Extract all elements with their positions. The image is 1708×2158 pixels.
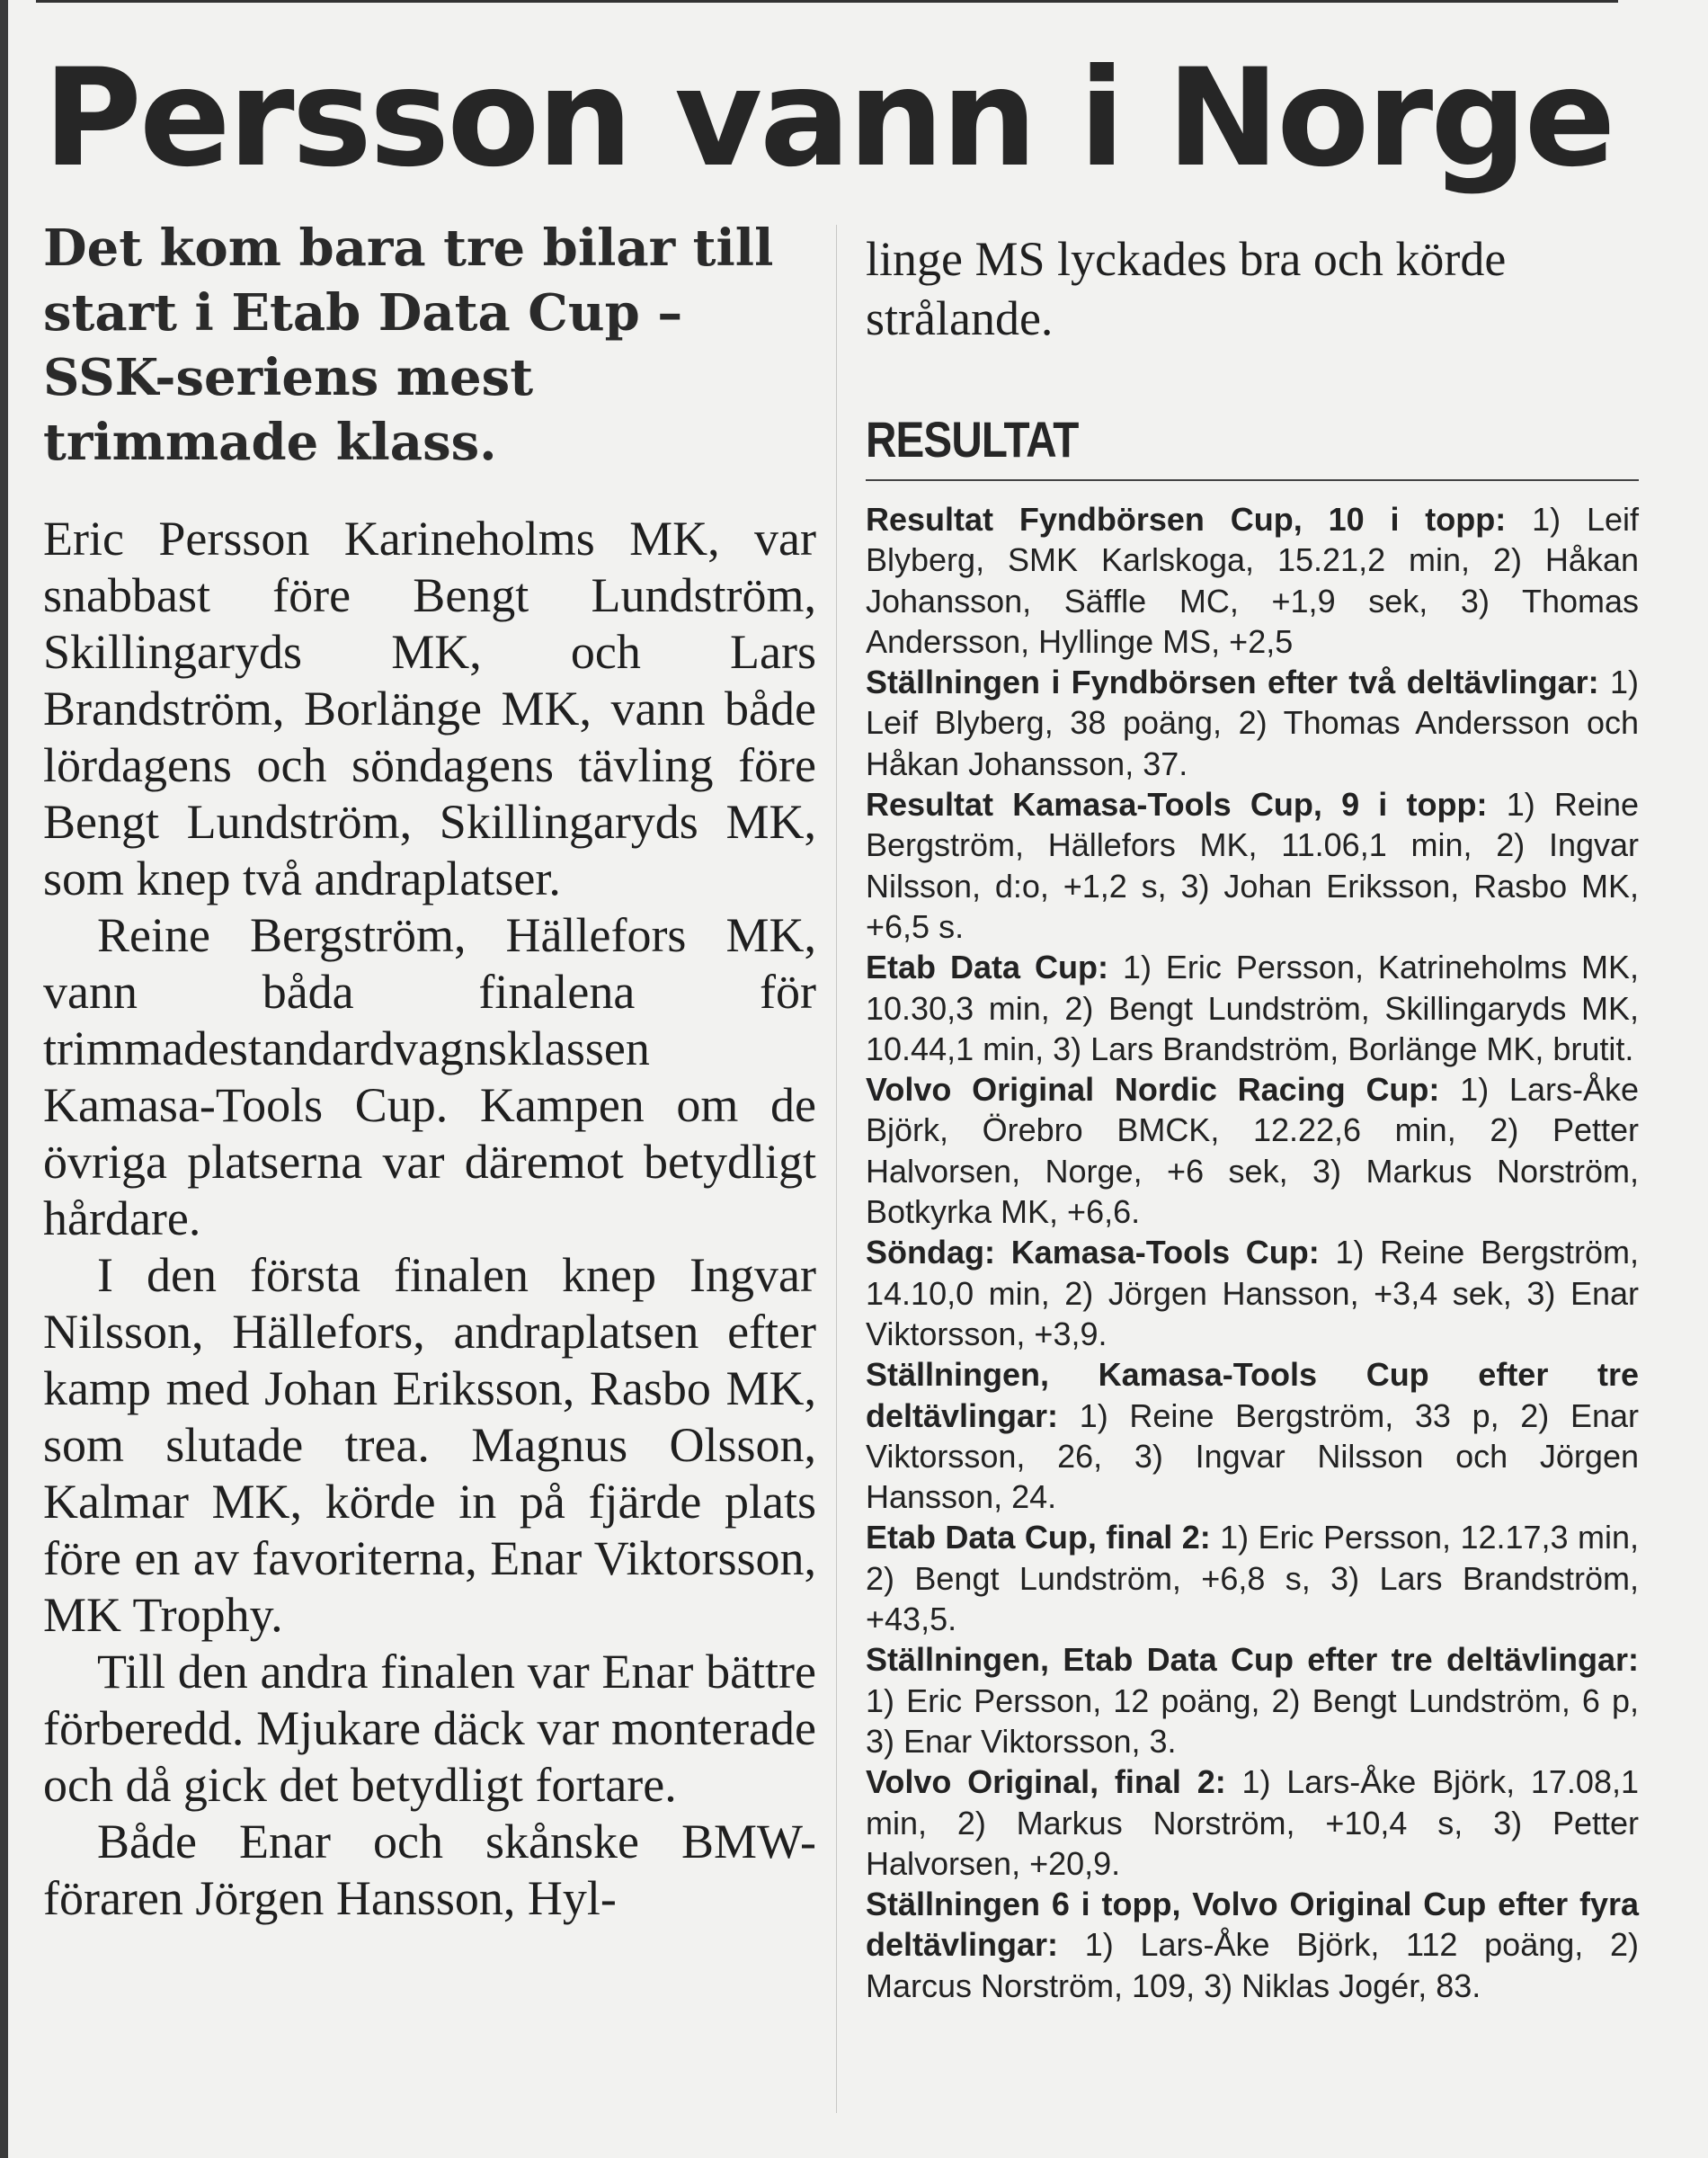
result-text: 1) Lars-Åke Björk, 112 poäng, 2) Marcus Norström, 109, 3) Niklas Jogér, 83. xyxy=(866,1926,1639,2004)
result-text: 1) Eric Persson, 12.17,3 min, 2) Bengt Lundström, +6,8 s, 3) Lars Brandström, +43,5. xyxy=(866,1519,1639,1638)
body-paragraph: I den första finalen knep Ingvar Nilsson, Hällefors, andraplatsen efter kamp med Johan Eriksson, Rasbo MK, som slutade trea. Magnus Olsson, Kalmar MK, körde in på fjärde plats före en av favoriterna, Enar Viktorsson, MK Trophy. xyxy=(43,1248,816,1642)
result-entry xyxy=(866,662,1639,784)
left-column-rule xyxy=(0,0,8,2158)
result-text: 1) Eric Persson, 12 poäng, 2) Bengt Lundström, 6 p, 3) Enar Viktorsson, 3. xyxy=(866,1681,1639,1760)
result-text: 1) Reine Bergström, 33 p, 2) Enar Viktorsson, 26, 3) Ingvar Nilsson och Jörgen Hansson, 24. xyxy=(866,1396,1639,1516)
result-text: 1) Lars-Åke Björk, Örebro BMCK, 12.22,6 min, 2) Petter Halvorsen, Norge, +6 sek, 3) Markus Norström, Botkyrka MK, +6,6. xyxy=(866,1071,1639,1231)
result-entry xyxy=(866,947,1639,1069)
results-list xyxy=(866,499,1639,2006)
body-paragraph: Både Enar och skånske BMW-föraren Jörgen Hansson, Hyl- xyxy=(43,1815,816,1925)
result-text: 1) Reine Bergström, 14.10,0 min, 2) Jörgen Hansson, +3,4 sek, 3) Enar Viktorsson, +3,9. xyxy=(866,1234,1639,1352)
result-label: Ställningen, Etab Data Cup efter tre deltävlingar: xyxy=(866,1641,1639,1679)
result-entry xyxy=(866,1232,1639,1354)
body-paragraph: Till den andra finalen var Enar bättre förberedd. Mjukare däck var monterade och då gick det betydligt fortare. xyxy=(43,1645,816,1812)
body-continuation: linge MS lyckades bra och körde strålande. xyxy=(866,232,1507,345)
result-label: Etab Data Cup, final 2: xyxy=(866,1519,1211,1556)
result-entry xyxy=(866,1639,1639,1761)
lead-paragraph: Det kom bara tre bilar till start i Etab Data Cup – SSK-seriens mest trimmade klass. xyxy=(43,218,774,472)
top-rule xyxy=(36,0,1618,3)
body-paragraph: Eric Persson Karineholms MK, var snabbast före Bengt Lundström, Skillingaryds MK, och Lars Brandström, Borlänge MK, vann både lördagens och söndagens tävling före Bengt Lundström, Skillingaryds MK, som knep två andraplatser. xyxy=(43,512,816,905)
result-label: Ställningen 6 i topp, Volvo Original Cup efter fyra deltävlingar: xyxy=(866,1886,1639,1964)
article-body xyxy=(43,511,816,1927)
result-entry xyxy=(866,1884,1639,2006)
body-paragraph: Reine Bergström, Hällefors MK, vann båda finalena för trimmadestandardvagnsklassen Kamasa-Tools Cup. Kampen om de övriga platserna var däremot betydligt hårdare. xyxy=(43,908,816,1245)
result-text: 1) Leif Blyberg, 38 poäng, 2) Thomas Andersson och Håkan Johansson, 37. xyxy=(866,664,1639,782)
result-entry xyxy=(866,1761,1639,1884)
result-entry xyxy=(866,1517,1639,1639)
headline: Persson vann i Norge xyxy=(43,40,1614,197)
article-column-right xyxy=(866,229,1639,2006)
result-label: Ställningen i Fyndbörsen efter två deltävlingar: xyxy=(866,664,1599,701)
result-label: Volvo Original, final 2: xyxy=(866,1763,1226,1801)
result-entry xyxy=(866,1354,1639,1517)
result-text: 1) Eric Persson, Katrineholms MK, 10.30,3 min, 2) Bengt Lundström, Skillingaryds MK, 10.44,1 min, 3) Lars Brandström, Borlänge MK, brutit. xyxy=(866,949,1640,1067)
result-entry xyxy=(866,784,1639,947)
result-text: 1) Reine Bergström, Hällefors MK, 11.06,1 min, 2) Ingvar Nilsson, d:o, +1,2 s, 3) Johan Eriksson, Rasbo MK, +6,5 s. xyxy=(866,786,1639,945)
result-label: Resultat Fyndbörsen Cup, 10 i topp: xyxy=(866,501,1507,538)
result-label: Ställningen, Kamasa-Tools Cup efter tre deltävlingar: xyxy=(866,1356,1639,1434)
result-label: Etab Data Cup: xyxy=(866,949,1108,986)
result-entry xyxy=(866,499,1639,662)
result-label: Söndag: Kamasa-Tools Cup: xyxy=(866,1234,1320,1271)
column-divider xyxy=(836,225,837,2113)
result-label: Volvo Original Nordic Racing Cup: xyxy=(866,1071,1440,1109)
article-column-left xyxy=(43,216,816,1927)
result-text: 1) Lars-Åke Björk, 17.08,1 min, 2) Markus Norström, +10,4 s, 3) Petter Halvorsen, +20,9. xyxy=(866,1763,1639,1882)
results-heading: RESULTAT xyxy=(866,411,1079,468)
result-entry xyxy=(866,1069,1639,1232)
result-label: Resultat Kamasa-Tools Cup, 9 i topp: xyxy=(866,786,1488,824)
results-rule xyxy=(866,479,1639,481)
result-text: 1) Leif Blyberg, SMK Karlskoga, 15.21,2 min, 2) Håkan Johansson, Säffle MC, +1,9 sek, 3) Thomas Andersson, Hyllinge MS, +2,5 xyxy=(866,501,1639,660)
